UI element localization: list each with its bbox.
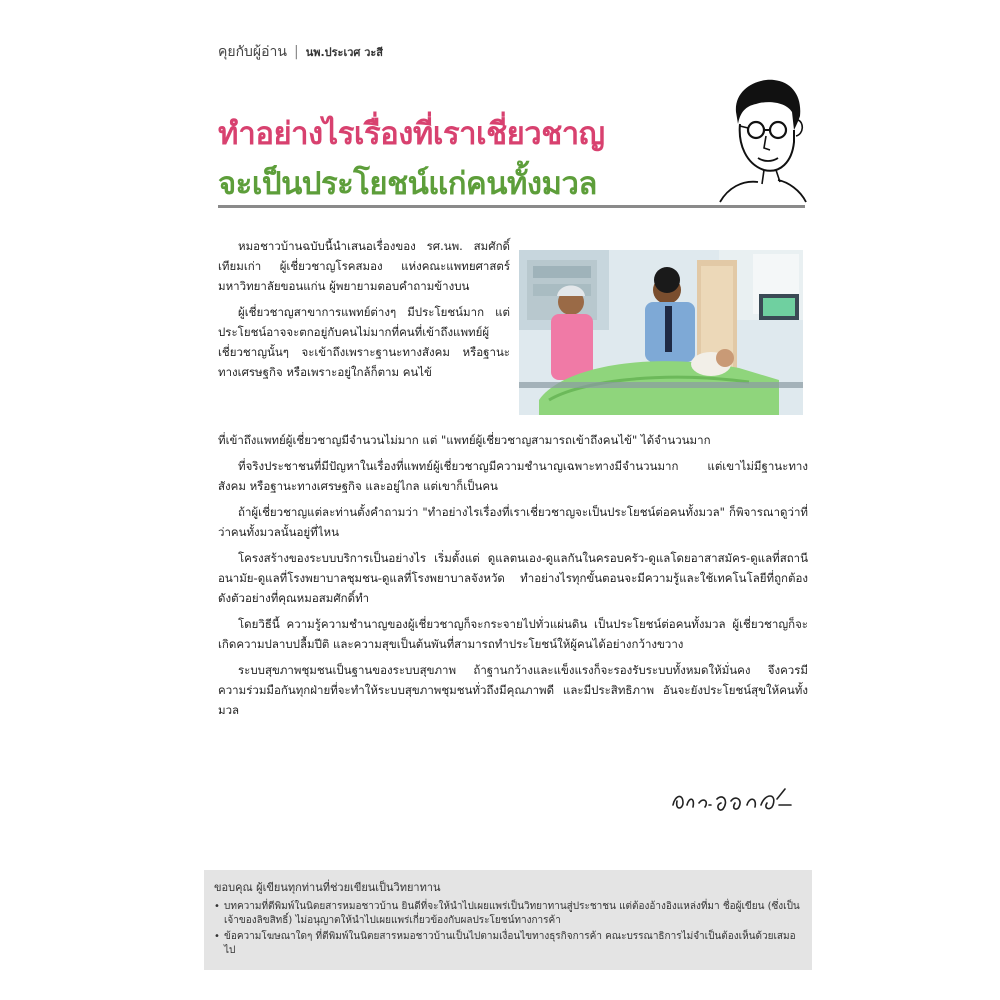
section-name: คุยกับผู้อ่าน — [218, 44, 287, 60]
footer-note: • ข้อความโฆษณาใดๆ ที่ตีพิมพ์ในนิตยสารหมอชาวบ้านเป็นไปตามเงื่อนไขทางธุรกิจการค้า คณะบรรณาธิการไม่จำเป็นต้องเห็นด้วยเสมอไป — [214, 930, 802, 958]
article-title-line-2: จะเป็นประโยชน์แก่คนทั้งมวล — [218, 166, 597, 202]
paragraph-specialists-cont: ที่เข้าถึงแพทย์ผู้เชี่ยวชาญมีจำนวนไม่มาก แต่ "แพทย์ผู้เชี่ยวชาญสามารถเข้าถึงคนไข้" ได้จำนวนมาก — [218, 433, 711, 447]
paragraph-question: ถ้าผู้เชี่ยวชาญแต่ละท่านตั้งคำถามว่า "ทำอย่างไรเรื่องที่เราเชี่ยวชาญจะเป็นประโยชน์ต่อคนทั้งมวล" ก็พิจารณาดูว่าที่ว่าคนทั้งมวลนั้นอยู่ที่ไหน — [218, 505, 808, 539]
header-author: นพ.ประเวศ วะสี — [305, 46, 383, 59]
article-body-column — [218, 236, 510, 388]
article-title-line-1: ทำอย่างไรเรื่องที่เราเชี่ยวชาญ — [218, 116, 605, 152]
footer-note: • บทความที่ตีพิมพ์ในนิตยสารหมอชาวบ้าน ยินดีที่จะให้นำไปเผยแพร่เป็นวิทยาทานสู่ประชาชน แต่ต้องอ้างอิงแหล่งที่มา ชื่อผู้เขียน (ซึ่งเป็นเจ้าของลิขสิทธิ์) ไม่อนุญาตให้นำไปเผยแพร่เกี่ยวข้องกับผลประโยชน์ทางการค้า — [214, 900, 802, 928]
column-header — [218, 42, 383, 62]
article-body-full — [218, 430, 808, 726]
paragraph-method: โดยวิธีนี้ ความรู้ความชำนาญของผู้เชี่ยวชาญก็จะกระจายไปทั่วแผ่นดิน เป็นประโยชน์ต่อคนทั้งมวล ผู้เชี่ยวชาญก็จะเกิดความปลาบปลื้มปีติ และความสุขเป็นต้นพันที่สามารถทำประโยชน์ให้ผู้คนได้อย่างกว้างขวาง — [218, 617, 808, 651]
footer-heading: ขอบคุณ ผู้เขียนทุกท่านที่ช่วยเขียนเป็นวิทยาทาน — [214, 881, 441, 894]
hospital-photo-illustration — [519, 250, 803, 415]
paragraph-people: ที่จริงประชาชนที่มีปัญหาในเรื่องที่แพทย์ผู้เชี่ยวชาญมีความชำนาญเฉพาะทางมีจำนวนมาก แต่เขาไม่มีฐานะทางสังคม หรือฐานะทางเศรษฐกิจ และอยู่ไกล แต่เขาก็เป็นคน — [218, 459, 808, 493]
footer-notice-box — [204, 870, 812, 970]
article-photo-hospital — [519, 250, 803, 415]
author-signature — [665, 775, 805, 825]
paragraph-community-health: ระบบสุขภาพชุมชนเป็นฐานของระบบสุขภาพ ถ้าฐานกว้างและแข็งแรงก็จะรองรับระบบทั้งหมดให้มั่นคง จึงควรมีความร่วมมือกันทุกฝ่ายที่จะทำให้ระบบสุขภาพชุมชนทั่วถึงมีคุณภาพดี และมีประสิทธิภาพ อันจะยังประโยชน์สุขให้คนทั้งมวล — [218, 663, 808, 717]
paragraph-structure: โครงสร้างของระบบบริการเป็นอย่างไร เริ่มตั้งแต่ ดูแลตนเอง-ดูแลกันในครอบครัว-ดูแลโดยอาสาสมัคร-ดูแลที่สถานีอนามัย-ดูแลที่โรงพยาบาลชุมชน-ดูแลที่โรงพยาบาลจังหวัด ทำอย่างไรทุกขั้นตอนจะมีความรู้และใช้เทคโนโลยีที่ถูกต้อง ดังตัวอย่างที่คุณหมอสมศักดิ์ทำ — [218, 551, 808, 605]
paragraph-specialists: ผู้เชี่ยวชาญสาขาการแพทย์ต่างๆ มีประโยชน์มาก แต่ประโยชน์อาจจะตกอยู่กับคนไม่มากที่คนที่เข้าถึงแพทย์ผู้เชี่ยวชาญนั้นๆ จะเข้าถึงเพราะฐานะทางสังคม หรือฐานะทางเศรษฐกิจ หรือเพราะอยู่ใกล้ก็ตาม คนไข้ — [218, 305, 510, 379]
title-rule — [218, 205, 805, 208]
footer-notes-list — [214, 900, 802, 958]
paragraph-intro: หมอชาวบ้านฉบับนี้นำเสนอเรื่องของ รศ.นพ. สมศักดิ์ เทียมเก่า ผู้เชี่ยวชาญโรคสมอง แห่งคณะแพทยศาสตร์ มหาวิทยาลัยขอนแก่น ผู้พยายามตอบคำถามข้างบน — [218, 239, 510, 293]
author-portrait-sketch — [716, 72, 808, 204]
header-separator: | — [293, 44, 299, 60]
